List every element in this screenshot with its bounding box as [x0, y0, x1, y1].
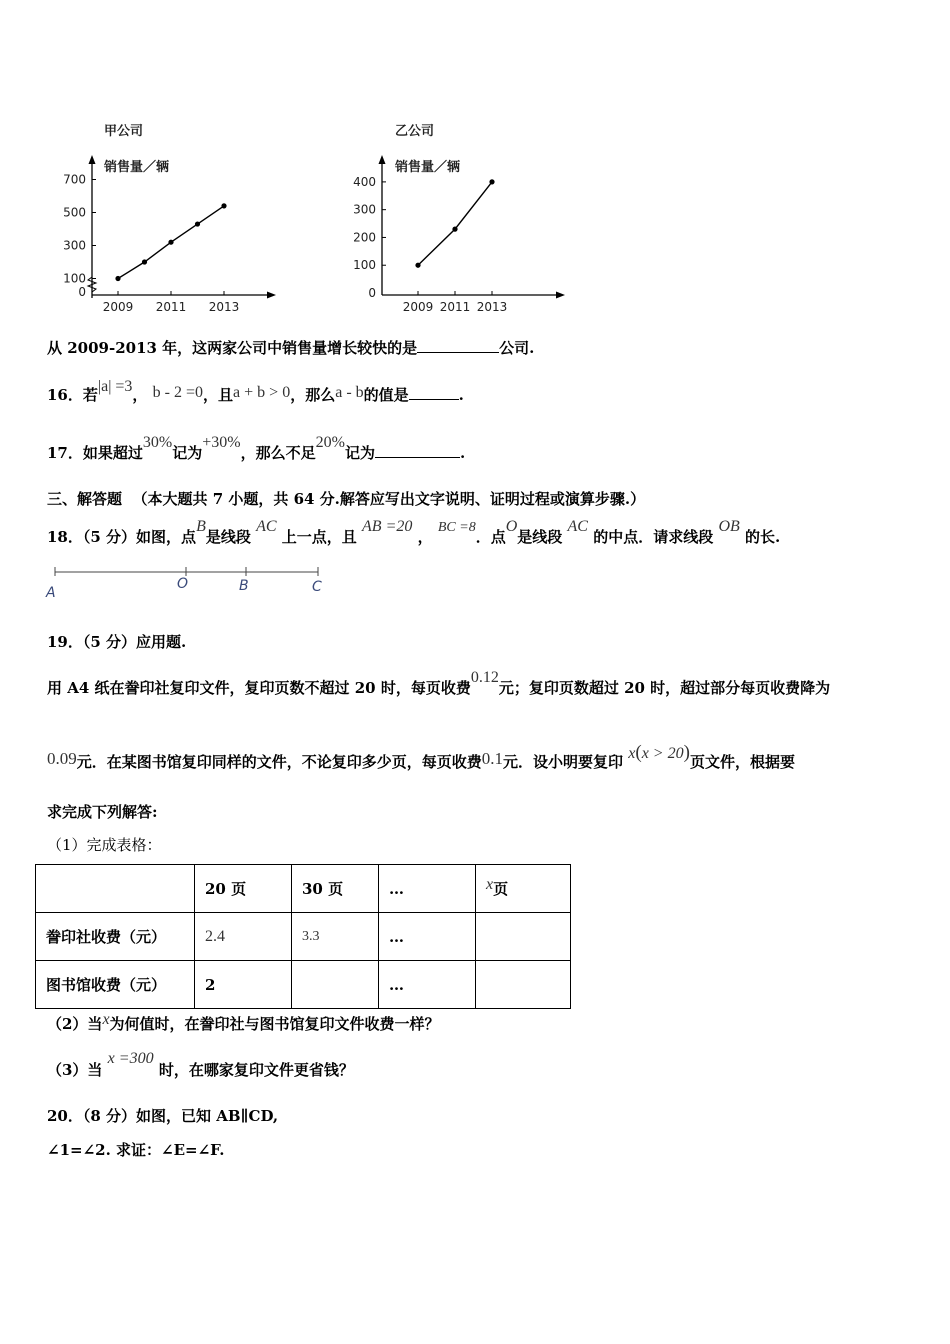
data-point [415, 263, 420, 268]
q17-text-4: 记为 [344, 444, 375, 462]
q19-line-1 [47, 669, 831, 698]
q19-sub2-text-b: 为何值时，在誊印社与图书馆复印文件收费一样？ [109, 1015, 440, 1033]
y-tick-label: 500 [63, 205, 86, 220]
x-tick-label: 2013 [208, 300, 240, 314]
fee-cell-library-x[interactable] [476, 961, 571, 1009]
fee-cell-library-ellipsis: … [379, 961, 476, 1009]
y-tick-label: 700 [63, 172, 86, 187]
y-tick-label: 400 [353, 174, 376, 189]
q19-sub3-math: x =300 [107, 1050, 154, 1067]
q17-text-2: 记为 [172, 444, 203, 462]
fee-row-label-library: 图书馆收费（元） [36, 961, 195, 1009]
q19-subquestion-1: （1）完成表格： [47, 836, 162, 854]
q15-blank [417, 340, 499, 353]
data-point [195, 221, 200, 226]
section3-note: （本大题共 7 小题，共 64 分.解答应写出文字说明、证明过程或演算步骤.） [132, 490, 646, 508]
data-point [142, 259, 147, 264]
q15-text-b: 公司. [499, 339, 535, 357]
chart-yi [345, 115, 580, 320]
q18-text-1: 如图，点 [136, 528, 197, 546]
label-b: B [239, 578, 249, 594]
q18-math-3: AB =20 [362, 518, 413, 535]
chart-jia-x-arrow [267, 292, 276, 299]
q19-number: 19． [47, 633, 83, 651]
data-point [489, 179, 494, 184]
q19-math-condition: x > 20 [641, 745, 684, 762]
chart-yi-ylabel: 销售量／辆 [395, 160, 461, 175]
q19-sub2-var: x [102, 1011, 110, 1028]
q19-line-2: 0.09元．在某图书馆复印同样的文件，不论复印多少页，每页收费0.1元．设小明要复印 x(x > 20)页文件，根据要 [47, 742, 795, 771]
q18-math-7: OB [718, 518, 740, 535]
chart-yi-x-arrow [556, 292, 565, 299]
q19-sub3-text-a: （3）当 [47, 1061, 103, 1079]
fee-cell-copyshop-ellipsis: … [379, 913, 476, 961]
q17-line [47, 434, 466, 463]
q18-line [47, 518, 781, 547]
section3-heading [47, 488, 645, 509]
q18-text-5: ．点 [475, 528, 506, 546]
q19-math-x: x [628, 745, 636, 762]
chart-jia-y-ticks [63, 173, 96, 300]
fee-table-header-x [476, 865, 571, 913]
q15-sentence [47, 337, 534, 358]
fee-cell-library-30[interactable] [292, 961, 379, 1009]
q16-text-1: 若 [82, 386, 98, 404]
q19-title: 应用题. [136, 633, 187, 651]
q16-math-3: a + b > 0 [233, 384, 291, 401]
q18-math-4: BC =8 [437, 520, 476, 535]
q18-math-1: B [196, 518, 206, 535]
fee-cell-copyshop-20: 2.4 [195, 913, 292, 961]
y-tick-label: 300 [63, 238, 86, 253]
q18-text-8: 的长. [745, 528, 781, 546]
chart-jia-y-arrow [89, 155, 96, 164]
q16-blank [409, 387, 459, 400]
q19-line1-text-a: 用 A4 纸在誊印社复印文件，复印页数不超过 20 时，每页收费 [47, 679, 471, 697]
y-tick-label: 300 [353, 202, 376, 217]
q17-math-2: +30% [202, 434, 241, 451]
q17-text-5: . [459, 444, 466, 462]
q17-blank [375, 445, 460, 458]
label-o: O [177, 576, 189, 592]
chart-yi-y-ticks [353, 175, 386, 300]
q19-math-price-2: 0.09 [47, 749, 77, 768]
fee-table-header [36, 865, 571, 913]
fee-cell-copyshop-x[interactable] [476, 913, 571, 961]
chart-yi-title: 乙公司 [395, 124, 435, 139]
q18-text-3: 上一点，且 [281, 528, 357, 546]
data-point [115, 276, 120, 281]
q18-text-6: 是线段 [517, 528, 563, 546]
q16-text-5: 的值是 [363, 386, 409, 404]
y-tick-label: 200 [353, 230, 376, 245]
fee-row-label-copyshop: 誊印社收费（元） [36, 913, 195, 961]
q19-sub3-text-b: 时，在哪家复印文件更省钱？ [158, 1061, 354, 1079]
q16-text-2: ， [132, 386, 148, 404]
q20-line-2: ∠1=∠2. 求证：∠E=∠F. [47, 1141, 225, 1159]
y-tick-label: 0 [368, 286, 376, 300]
q16-math-2: b - 2 =0 [152, 384, 204, 401]
fee-table-header-ellipsis: … [379, 865, 476, 913]
label-c: C [312, 579, 322, 595]
x-tick-label: 2009 [102, 300, 134, 314]
fee-table [35, 864, 571, 1009]
q17-math-1: 30% [142, 434, 173, 451]
chart-jia-title: 甲公司 [104, 124, 144, 139]
data-point [221, 203, 226, 208]
fee-cell-copyshop-30: 3.3 [292, 913, 379, 961]
q18-text-2: 是线段 [205, 528, 251, 546]
q19-subquestion-3 [47, 1050, 354, 1080]
data-point [452, 227, 457, 232]
q19-header [47, 631, 186, 652]
q19-line2-text-b: 元．设小明要复印 [503, 753, 624, 771]
q17-text-1: 如果超过 [82, 444, 143, 462]
fee-table-header-20: 20 页 [195, 865, 292, 913]
q17-text-3: ，那么不足 [240, 444, 316, 462]
q16-text-4: ，那么 [290, 386, 336, 404]
chart-yi-y-arrow [379, 155, 386, 164]
x-tick-label: 2013 [476, 300, 508, 314]
q19-score: （5 分） [82, 633, 137, 651]
x-tick-label: 2011 [155, 300, 187, 314]
q18-score: （5 分） [82, 528, 137, 546]
q16-line [47, 378, 464, 405]
series-line [418, 182, 492, 265]
q19-subquestion-2 [47, 1013, 440, 1034]
y-tick-label: 100 [63, 271, 86, 286]
q16-math-4: a - b [335, 384, 364, 401]
x-tick-label: 2011 [439, 300, 471, 314]
q19-math-price-3: 0.1 [481, 749, 504, 768]
data-point [168, 240, 173, 245]
q16-math-1: |a| =3 [97, 378, 133, 395]
chart-jia-ylabel: 销售量／辆 [104, 160, 170, 175]
q20-text-1: 如图，已知 AB∥CD, [136, 1107, 279, 1125]
q20-line-1 [47, 1105, 278, 1126]
q19-line2-text-a: 元．在某图书馆复印同样的文件，不论复印多少页，每页收费 [76, 753, 482, 771]
q19-line2-text-c: 页文件，根据要 [689, 753, 795, 771]
fee-table-header-30: 30 页 [292, 865, 379, 913]
table-row [36, 913, 571, 961]
section3-title: 三、解答题 [47, 490, 123, 508]
q19-line1-text-b: 元；复印页数超过 20 时，超过部分每页收费降为 [498, 679, 831, 697]
q19-math-price-1: 0.12 [470, 669, 499, 686]
fee-cell-library-20: 2 [195, 961, 292, 1009]
fee-table-header-x-var: x [486, 876, 494, 893]
q17-number: 17． [47, 444, 83, 462]
q18-math-6: AC [567, 518, 588, 535]
q18-math-2: AC [256, 518, 277, 535]
q19-line-3: 求完成下列解答: [47, 803, 158, 821]
table-row [36, 961, 571, 1009]
x-tick-label: 2009 [402, 300, 434, 314]
q17-math-3: 20% [315, 434, 345, 451]
chart-yi-x-ticks [403, 291, 508, 314]
q18-math-5: O [505, 518, 518, 535]
fee-table-header-x-label: 页 [493, 880, 509, 898]
chart-jia-series [115, 203, 226, 281]
q18-number: 18． [47, 528, 83, 546]
label-a: A [46, 585, 56, 601]
q16-text-6: . [458, 386, 464, 404]
q18-text-7: 的中点．请求线段 [593, 528, 714, 546]
q16-text-3: ，且 [203, 386, 234, 404]
q20-score: （8 分） [82, 1107, 137, 1125]
fee-table-corner [36, 865, 195, 913]
chart-jia [40, 115, 290, 320]
y-tick-label: 100 [353, 258, 376, 273]
q20-number: 20． [47, 1107, 83, 1125]
q16-number: 16． [47, 386, 83, 404]
q19-sub2-text-a: （2）当 [47, 1015, 103, 1033]
chart-yi-series [415, 179, 494, 268]
q18-text-4: ， [417, 528, 433, 546]
q15-text-a: 从 2009-2013 年，这两家公司中销售量增长较快的是 [47, 339, 418, 357]
q18-segment-figure [40, 562, 340, 602]
y-tick-label: 0 [78, 285, 86, 299]
